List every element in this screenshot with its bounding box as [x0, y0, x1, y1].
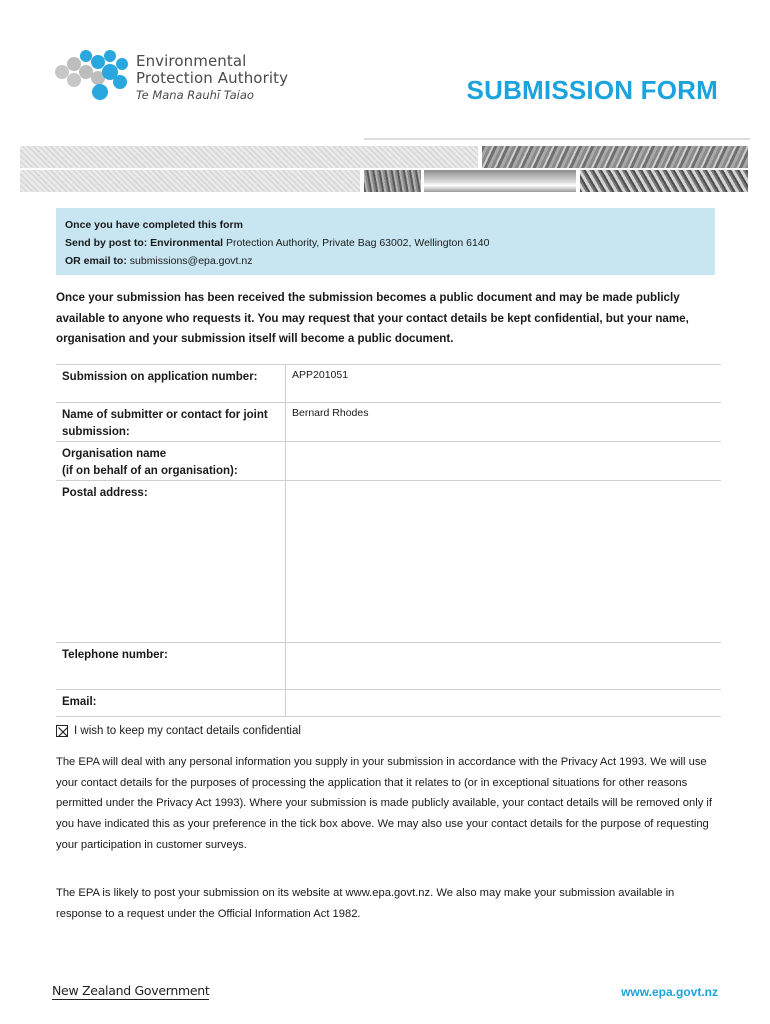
checkmark-x-icon [57, 726, 69, 738]
confidential-checkbox-label: I wish to keep my contact details confidential [74, 725, 301, 737]
table-row [56, 690, 721, 717]
organisation-name-field[interactable] [286, 442, 722, 481]
website-link[interactable]: www.epa.govt.nz [621, 985, 718, 999]
postal-address-field[interactable] [286, 481, 722, 643]
application-number-label: Submission on application number: [56, 365, 286, 403]
public-document-notice: Once your submission has been received the submission becomes a public document and may be made publicly available to anyone who requests it. You may request that your contact details be kept confidential, but your name, organisation and your submission itself will become a public document. [56, 291, 689, 346]
nz-government-logo: New Zealand Government [52, 983, 210, 998]
banner-photo [482, 146, 748, 168]
application-number-field[interactable]: APP201051 [286, 365, 722, 403]
banner-photo-sky [424, 170, 576, 192]
confidential-checkbox[interactable] [56, 725, 68, 737]
instructions-heading: Once you have completed this form [65, 219, 243, 231]
header-divider [364, 138, 750, 140]
epa-logo [52, 50, 302, 106]
organisation-name-label: Organisation name (if on behalf of an organisation): [56, 442, 286, 481]
submission-instructions-box [56, 208, 715, 275]
banner-photo-fern [580, 170, 748, 192]
privacy-paragraph: The EPA will deal with any personal information you supply in your submission in accordance with the Privacy Act 1993. We will use your contact details for the purposes of processing the application that it relates to (or in exceptional situations for other reasons permitted under the Privacy Act 1993). Where your submission is made publicly available, your contact details will be removed only if you have indicated this as your preference in the tick box above. We may also use your contact details for the purpose of requesting your participation in customer surveys. [56, 756, 713, 851]
banner-texture [20, 146, 478, 168]
telephone-field[interactable] [286, 643, 722, 690]
contact-details-table [56, 364, 721, 717]
postal-address-label: Postal address: [56, 481, 286, 643]
email-field[interactable] [286, 690, 722, 717]
website-paragraph: The EPA is likely to post your submission on its website at www.epa.govt.nz. We also may make your submission available in response to a request under the Official Information Act 1982. [56, 887, 675, 920]
table-row [56, 403, 721, 442]
org-tagline: Te Mana Rauhī Taiao [136, 88, 254, 102]
org-name-line2: Protection Authority [136, 69, 289, 87]
banner-photo-grass [364, 170, 421, 192]
email-label: Email: [56, 690, 286, 717]
post-instructions: Send by post to: Environmental Protection Authority, Private Bag 63002, Wellington 6140 [65, 237, 490, 249]
confidential-option[interactable] [56, 725, 301, 737]
decorative-banner-bottom [20, 170, 748, 192]
table-row [56, 643, 721, 690]
gov-logo-underline [52, 999, 209, 1000]
table-row [56, 365, 721, 403]
telephone-label: Telephone number: [56, 643, 286, 690]
submitter-name-label: Name of submitter or contact for joint submission: [56, 403, 286, 442]
epa-logo-icon [52, 50, 134, 106]
submitter-name-field[interactable]: Bernard Rhodes [286, 403, 722, 442]
decorative-banner-top [20, 146, 748, 168]
org-name-line1: Environmental [136, 52, 247, 70]
page-title: SUBMISSION FORM [466, 75, 718, 105]
table-row [56, 481, 721, 643]
table-row [56, 442, 721, 481]
email-instructions: OR email to: submissions@epa.govt.nz [65, 255, 253, 267]
banner-texture [20, 170, 360, 192]
